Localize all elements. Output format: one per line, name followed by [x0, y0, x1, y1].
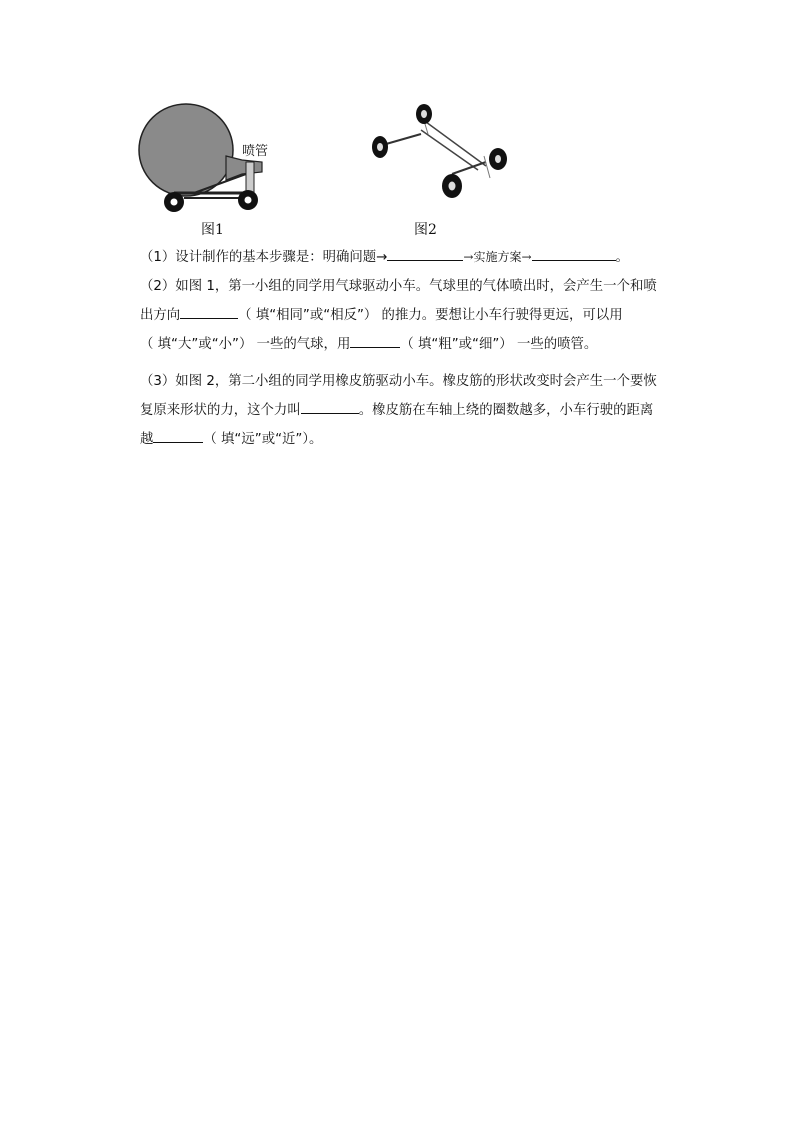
q3-line-1: （3）如图 2，第二小组的同学用橡皮筋驱动小车。橡皮筋的形状改变时会产生一个要恢	[140, 374, 657, 389]
q1-blank-1[interactable]	[387, 246, 463, 261]
question-1	[140, 245, 680, 270]
nozzle-label: 喷管	[242, 144, 269, 159]
q3-blank-1[interactable]	[301, 399, 359, 414]
q2-line-1: （2）如图 1，第一小组的同学用气球驱动小车。气球里的气体喷出时，会产生一个和喷	[140, 279, 657, 294]
q1-text-b: →实施方案→	[463, 250, 532, 264]
q3-text-2b: 。橡皮筋在车轴上绕的圈数越多，小车行驶的距离	[358, 403, 654, 418]
q3-blank-2[interactable]	[153, 428, 203, 443]
rubber-band-car-illustration	[366, 104, 516, 199]
q2-text-3b: （ 填“粗”或“细”） 一些的喷管。	[400, 337, 598, 352]
question-3	[140, 370, 680, 457]
figure-2-caption: 图2	[414, 222, 437, 238]
q2-line-2	[140, 304, 680, 328]
q1-blank-2[interactable]	[532, 246, 616, 261]
q2-text-3a: （ 填“大”或“小”） 一些的气球，用	[140, 337, 351, 352]
question-2	[140, 275, 680, 362]
q3-line-2	[140, 399, 680, 423]
q3-text-3a: 越	[140, 432, 154, 447]
q3-text-3b: （ 填“远”或“近”）。	[203, 432, 323, 447]
q2-text-2a: 出方向	[140, 308, 181, 323]
figures-area	[130, 96, 550, 241]
q2-blank-1[interactable]	[180, 304, 238, 319]
figure-1-caption: 图1	[201, 222, 224, 238]
q2-line-3	[140, 333, 680, 357]
q2-text-2b: （ 填“相同”或“相反”） 的推力。要想让小车行驶得更远，可以用	[238, 308, 623, 323]
q2-blank-3[interactable]	[350, 333, 400, 348]
q3-line-3	[140, 428, 680, 452]
q3-text-2a: 复原来形状的力，这个力叫	[140, 403, 301, 418]
q1-text-a: （1）设计制作的基本步骤是：明确问题→	[140, 250, 388, 265]
q1-text-c: 。	[615, 250, 629, 265]
